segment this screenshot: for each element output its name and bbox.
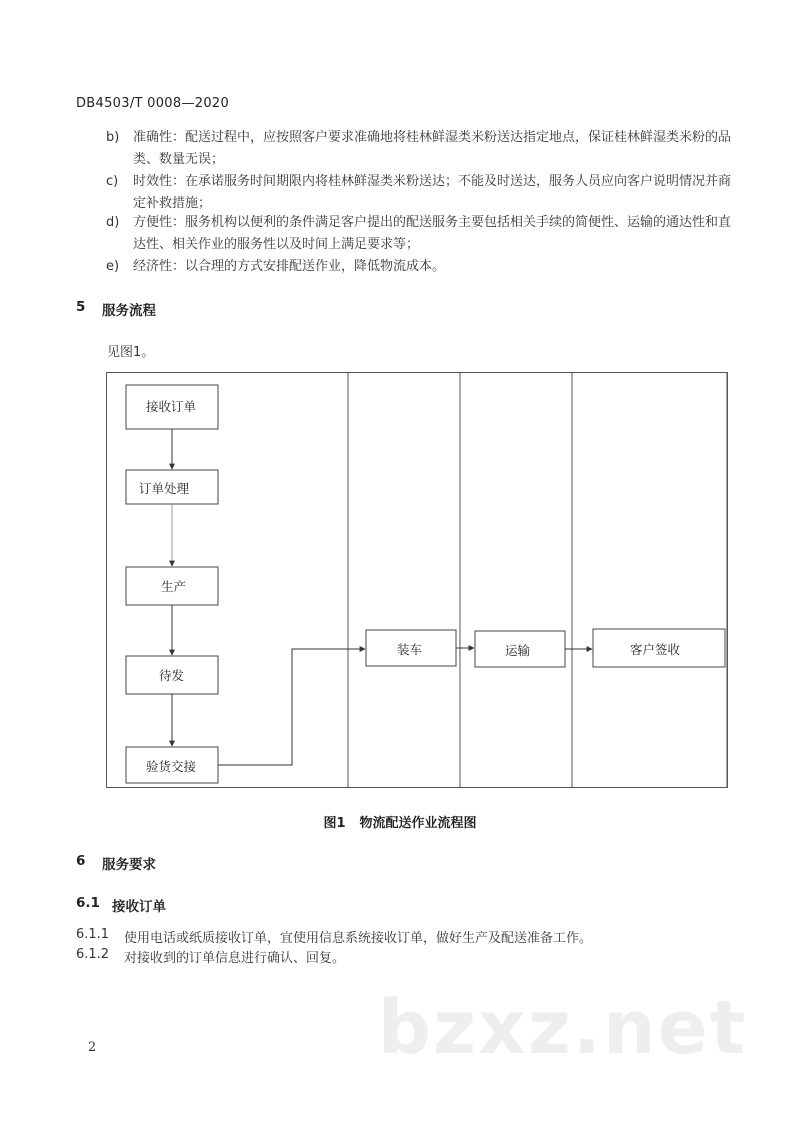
- list-text: 经济性：以合理的方式安排配送作业，降低物流成本。: [133, 259, 446, 274]
- list-item-d: [76, 212, 732, 256]
- section-6-heading: [76, 853, 376, 873]
- clause-text: 对接收到的订单信息进行确认、回复。: [124, 951, 346, 966]
- clause-number: 6.1.2: [76, 947, 110, 962]
- list-text: 准确性：配送过程中，应按照客户要求准确地将桂林鲜湿类米粉送达指定地点，保证桂林鲜湿类米粉的品类、数量无误；: [133, 130, 732, 167]
- list-item-c: [76, 171, 732, 215]
- section-5-intro: 见图1。: [107, 345, 155, 360]
- list-text: 时效性：在承诺服务时间期限内将桂林鲜湿类米粉送达；不能及时送达，服务人员应向客户说明情况并商定补救措施；: [133, 174, 732, 211]
- list-item-b: [76, 127, 732, 171]
- figure-number: 图1: [323, 816, 346, 831]
- section-6-1-heading: [76, 895, 376, 915]
- step-label-production: 生产: [161, 579, 187, 594]
- clause-6-1-2: [76, 947, 726, 967]
- step-label-inspection: 验货交接: [146, 759, 197, 774]
- page-number: 2: [88, 1040, 97, 1055]
- section-title: 接收订单: [112, 899, 166, 915]
- clause-6-1-1: [76, 927, 726, 947]
- watermark: bzxz.net: [378, 985, 748, 1071]
- clause-text: 使用电话或纸质接收订单，宜使用信息系统接收订单，做好生产及配送准备工作。: [124, 931, 593, 946]
- list-marker: e): [106, 259, 120, 274]
- step-label-receive-order: 接收订单: [146, 399, 197, 414]
- document-id: DB4503/T 0008—2020: [76, 96, 230, 111]
- flowchart: [106, 372, 728, 788]
- step-label-customer-sign: 客户签收: [630, 642, 681, 657]
- section-number: 6.1: [76, 895, 100, 911]
- list-marker: d): [106, 215, 120, 230]
- clause-number: 6.1.1: [76, 927, 110, 942]
- figure-title: 物流配送作业流程图: [359, 816, 477, 831]
- arrow: [218, 649, 365, 765]
- list-marker: b): [106, 130, 120, 145]
- list-text: 方便性：服务机构以便利的条件满足客户提出的配送服务主要包括相关手续的简便性、运输的通达性和直达性、相关作业的服务性以及时间上满足要求等；: [133, 215, 732, 252]
- flowchart-graphic: [106, 372, 728, 788]
- section-5-heading: [76, 299, 376, 319]
- section-title: 服务流程: [102, 303, 156, 319]
- step-label-transport: 运输: [505, 643, 531, 658]
- section-title: 服务要求: [102, 857, 156, 873]
- figure-caption: [0, 812, 800, 831]
- step-label-pending: 待发: [159, 668, 185, 683]
- section-number: 6: [76, 853, 86, 869]
- step-label-loading: 装车: [397, 642, 423, 657]
- list-marker: c): [106, 174, 119, 189]
- step-label-order-processing: 订单处理: [139, 481, 190, 496]
- section-number: 5: [76, 299, 86, 315]
- list-item-e: [76, 256, 726, 278]
